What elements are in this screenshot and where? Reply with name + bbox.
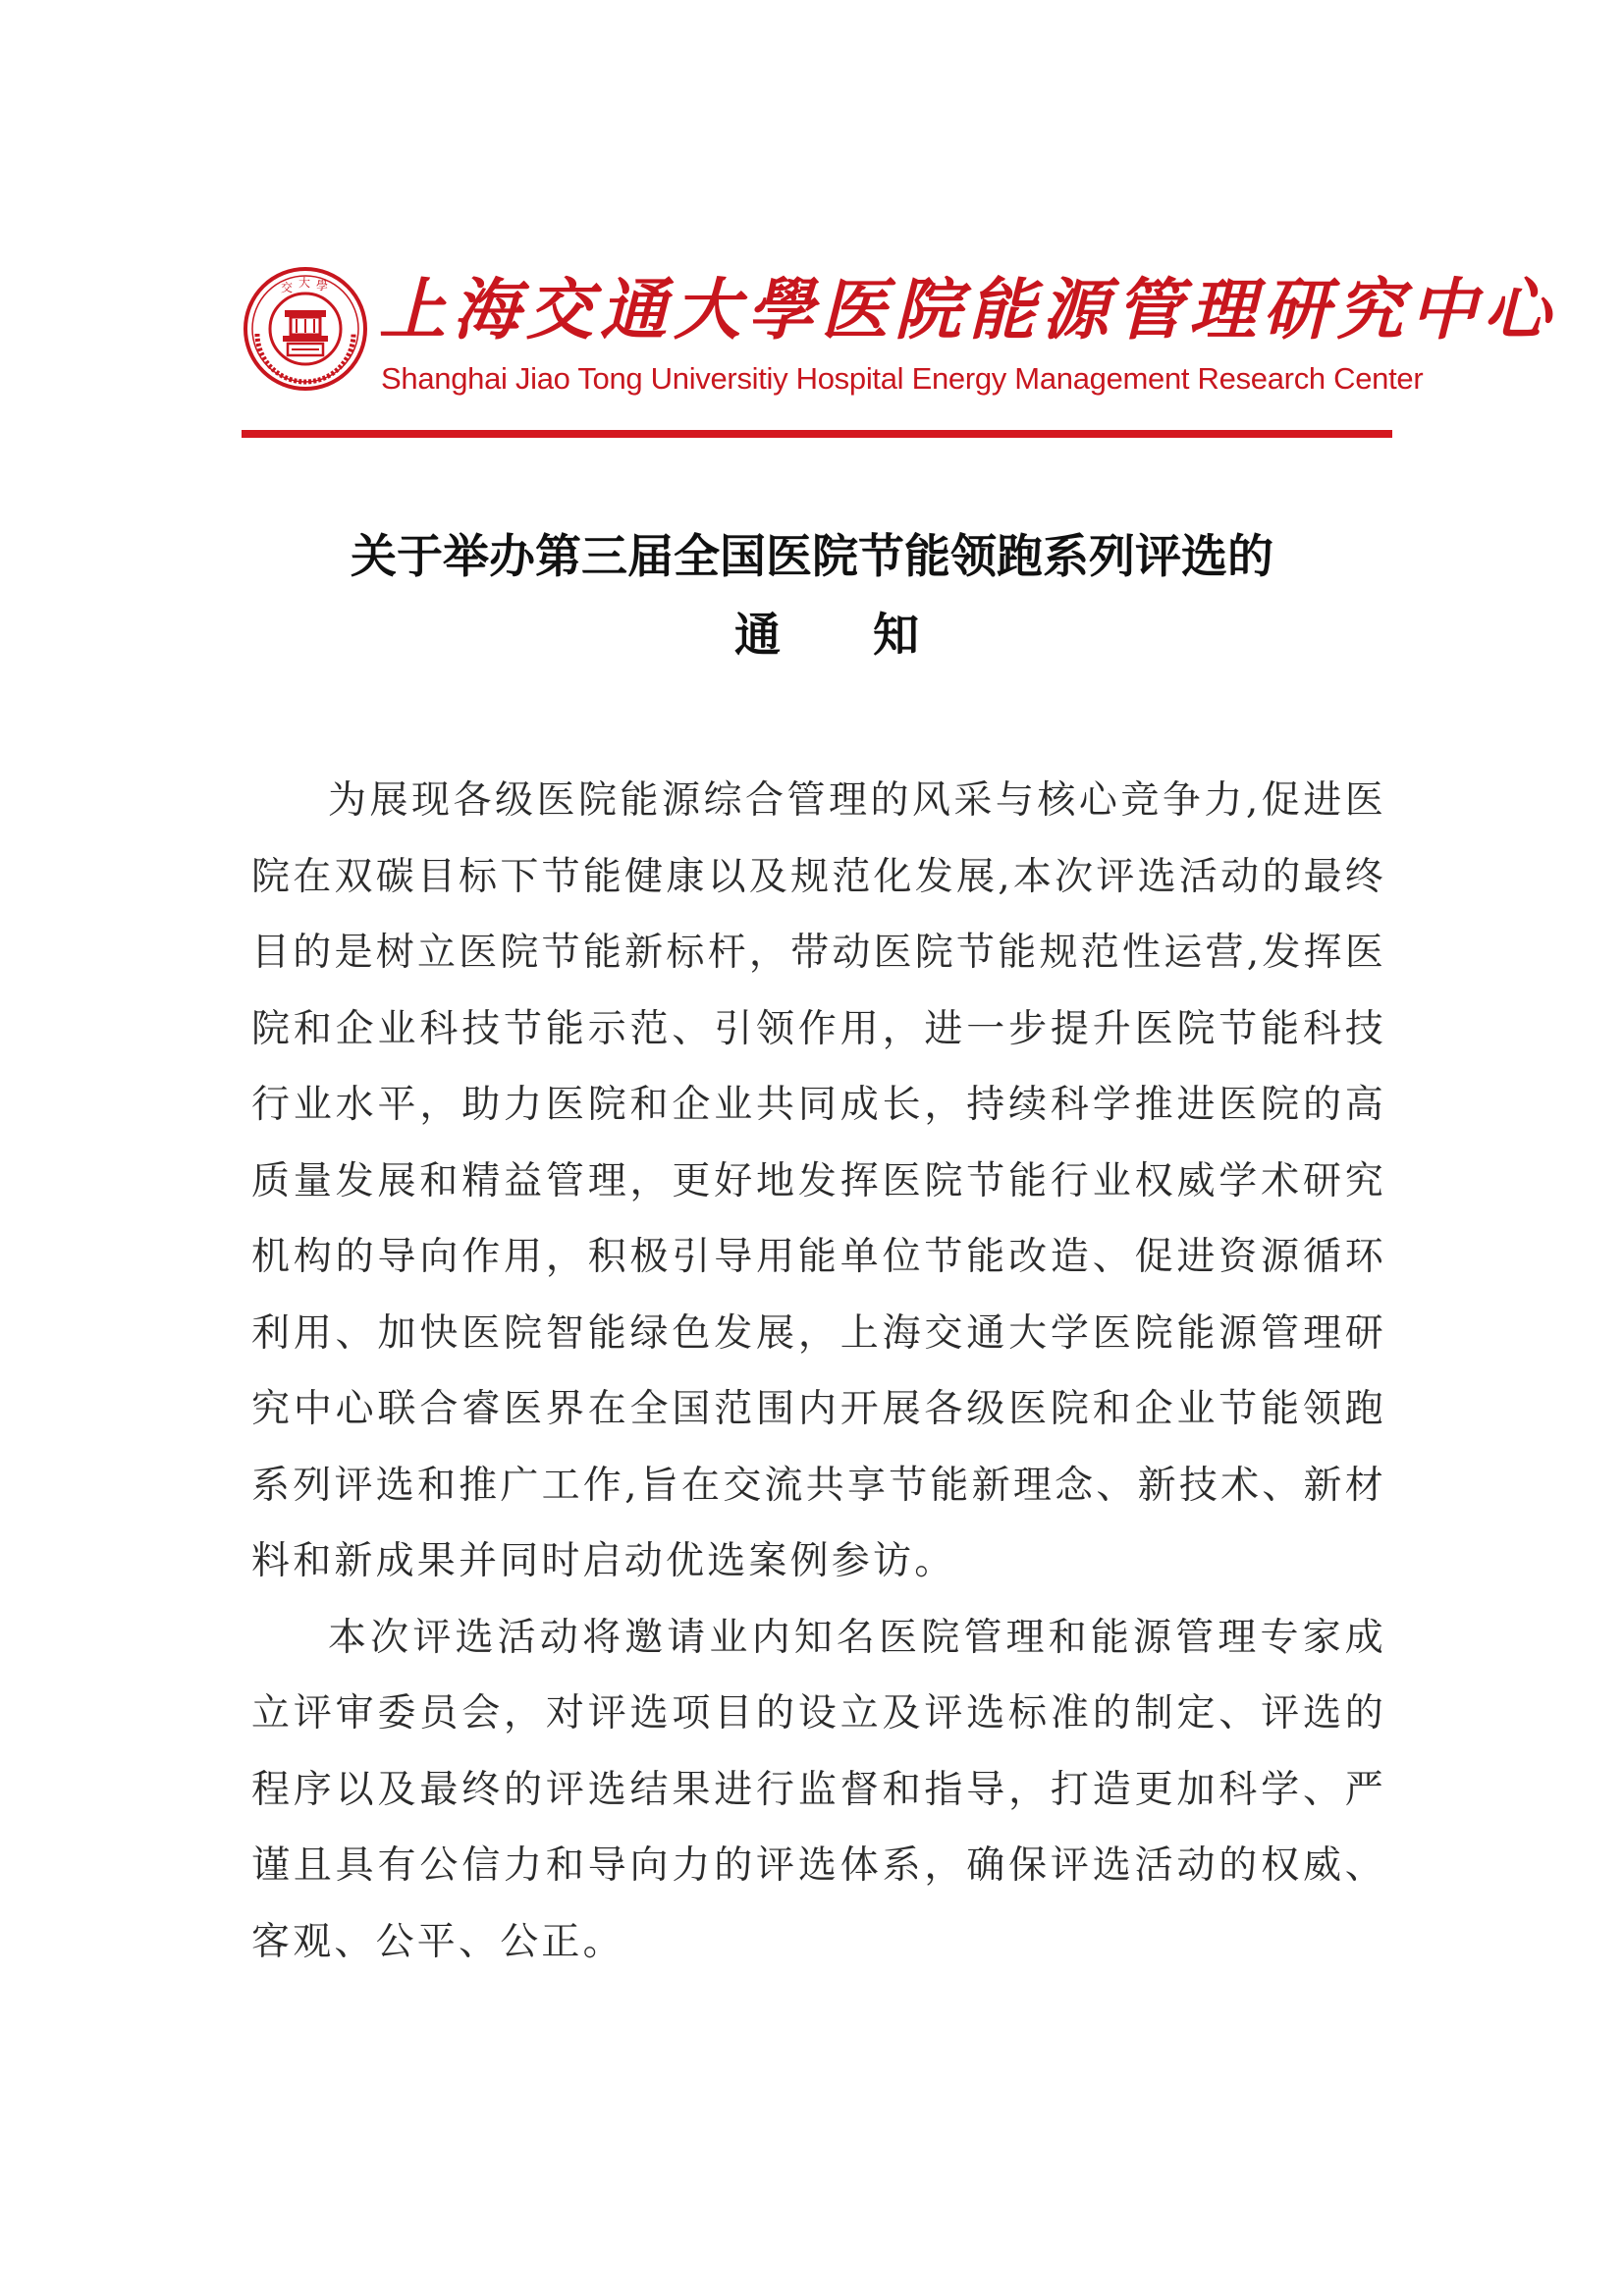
body-paragraph-2: 本次评选活动将邀请业内知名医院管理和能源管理专家成立评审委员会，对评选项目的设立及评选标准的制定、评选的程序以及最终的评选结果进行监督和指导，打造更加科学、严谨且具有公信力和导向力的评选体系，确保评选活动的权威、客观、公平、公正。	[251, 1615, 1386, 1964]
letterhead	[242, 265, 1558, 440]
svg-text:大: 大	[298, 276, 311, 290]
title-line-2: 通 知	[734, 609, 919, 663]
title-line-1: 关于举办第三届全国医院节能领跑系列评选的	[351, 530, 1273, 584]
svg-text:學: 學	[316, 279, 329, 293]
organization-name-english: Shanghai Jiao Tong Universitiy Hospital Energy Management Research Center	[381, 361, 1424, 396]
body-paragraph-1: 为展现各级医院能源综合管理的风采与核心竞争力,促进医院在双碳目标下节能健康以及规范化发展,本次评选活动的最终目的是树立医院节能新标杆，带动医院节能规范性运营,发挥医院和企业科技节能示范、引领作用，进一步提升医院节能科技行业水平，助力医院和企业共同成长，持续科学推进医院的高质量发展和精益管理，更好地发挥医院节能行业权威学术研究机构的导向作用，积极引导用能单位节能改造、促进资源循环利用、加快医院智能绿色发展，上海交通大学医院能源管理研究中心联合睿医界在全国范围内开展各级医院和企业节能领跑系列评选和推广工作,旨在交流共享节能新理念、新技术、新材料和新成果并同时启动优选案例参访。	[251, 778, 1386, 1583]
document-title	[242, 526, 1392, 667]
document-body	[251, 763, 1386, 1980]
header-divider	[242, 430, 1392, 438]
organization-name-chinese: 上海交通大學医院能源管理研究中心	[379, 271, 1558, 349]
svg-text:交: 交	[281, 281, 294, 294]
university-seal-icon	[242, 265, 369, 393]
